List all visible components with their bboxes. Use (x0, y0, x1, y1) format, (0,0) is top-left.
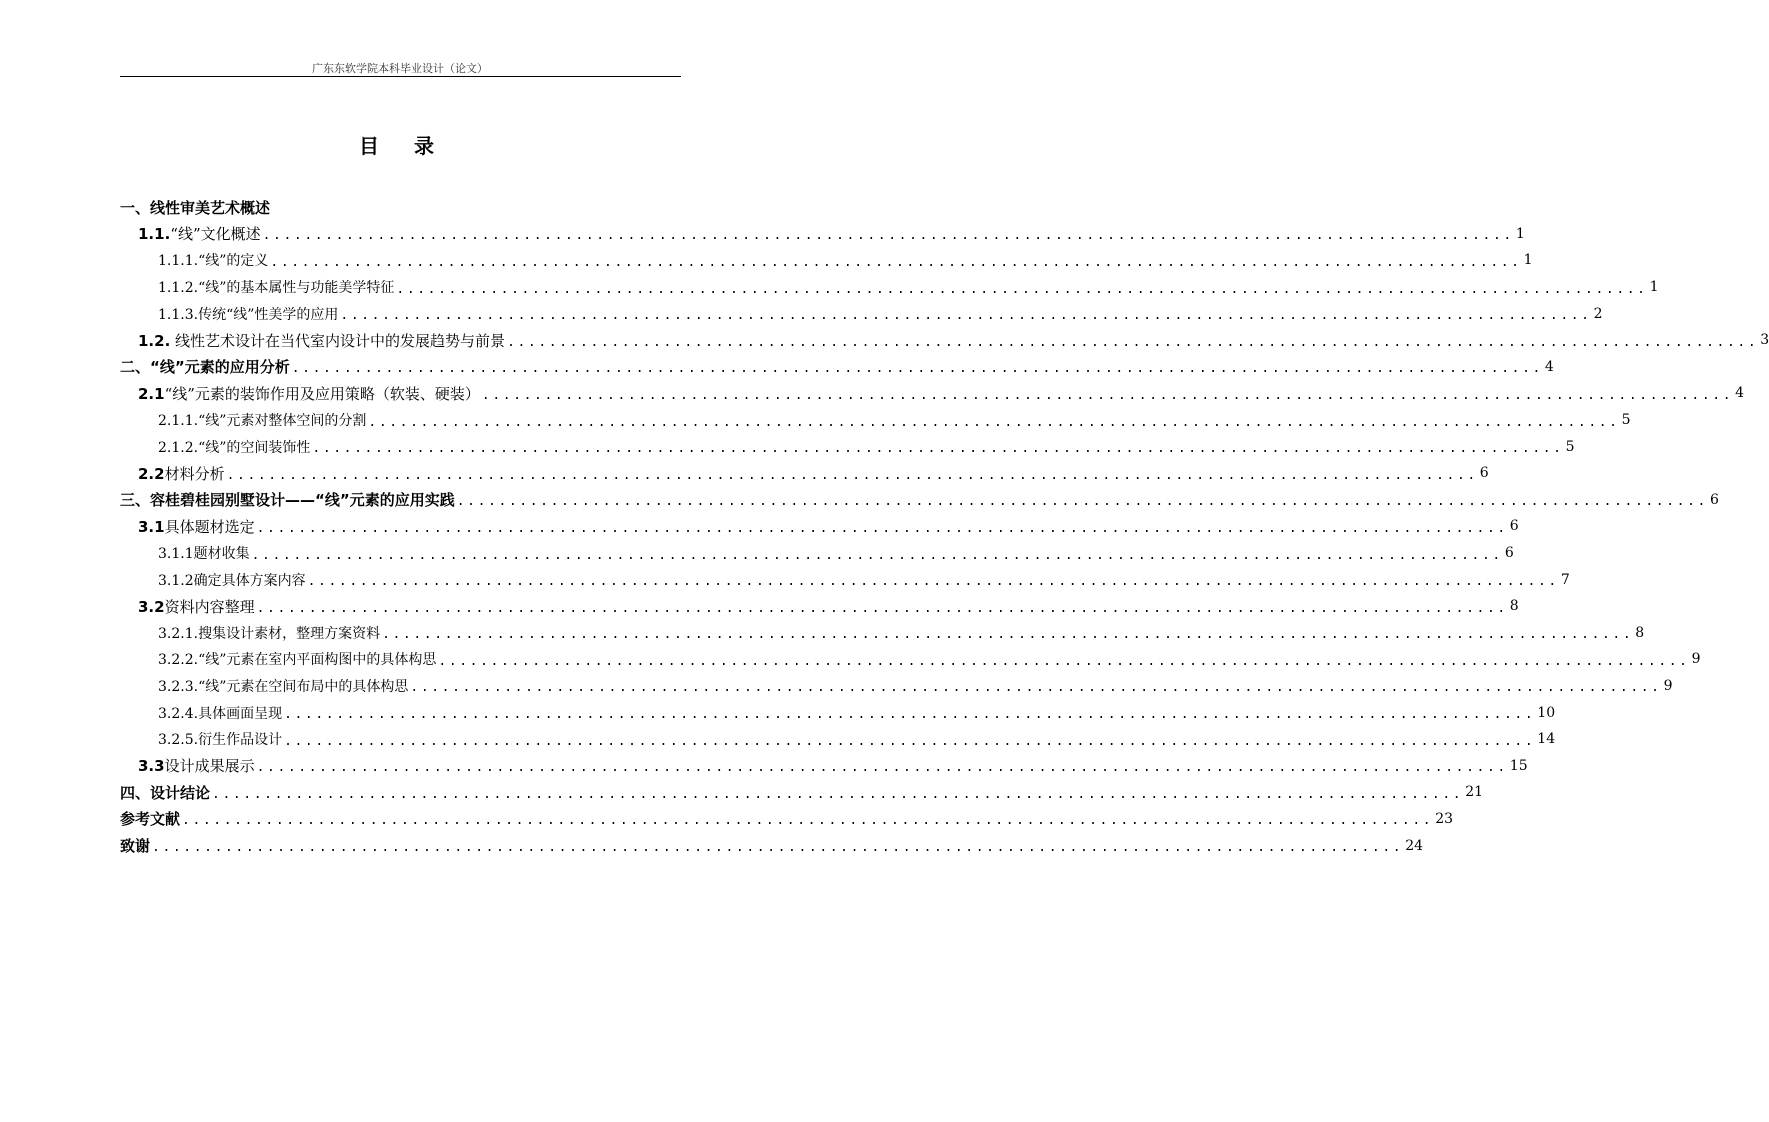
toc-entry-text: 确定具体方案内容 (193, 572, 306, 589)
toc-entry-page: 1 (1523, 252, 1533, 269)
toc-entry[interactable] (120, 407, 1631, 434)
toc-entry-label (138, 596, 255, 617)
toc-entry-label (120, 489, 455, 510)
toc-entry-text: 四、设计结论 (120, 783, 211, 802)
toc-entry-label (158, 649, 436, 669)
table-of-contents (120, 194, 1769, 859)
toc-entry-label (138, 383, 480, 404)
toc-entry-text: 题材收集 (193, 546, 250, 563)
toc-entry-page: 21 (1465, 784, 1484, 801)
toc-entry-text: “线”元素在室内平面构图中的具体构思 (198, 652, 437, 669)
toc-entry-label (158, 543, 250, 563)
toc-entry-text: 参考文献 (120, 810, 181, 829)
toc-entry-page: 10 (1537, 704, 1556, 721)
toc-entry[interactable] (120, 354, 1554, 381)
toc-entry[interactable] (120, 566, 1570, 593)
toc-entry[interactable] (120, 540, 1514, 567)
dot-leader: ........................................................................................................................ (256, 600, 1508, 616)
toc-entry-page: 1 (1515, 225, 1525, 242)
toc-entry-text: 具体题材选定 (164, 517, 255, 536)
dot-leader: ........................................................................................................................ (507, 334, 1759, 350)
toc-entry-number: 3.3 (138, 757, 165, 776)
toc-entry-label (120, 356, 290, 377)
toc-entry-text: 传统“线”性美学的应用 (198, 306, 339, 323)
toc-entry-label (138, 330, 505, 351)
dot-leader: ........................................................................................................................ (284, 707, 1536, 723)
toc-entry[interactable] (120, 832, 1424, 859)
toc-entry-page: 6 (1509, 518, 1519, 535)
toc-entry[interactable] (120, 646, 1701, 673)
toc-entry-page: 9 (1691, 651, 1701, 668)
dot-leader: ........................................................................................................................ (284, 733, 1536, 749)
toc-entry-label (158, 437, 310, 457)
toc-entry-text: 设计成果展示 (164, 757, 255, 776)
toc-title: 目 录 (359, 134, 448, 158)
dot-leader: ........................................................................................................................ (251, 547, 1503, 563)
toc-entry-page: 6 (1504, 545, 1514, 562)
toc-entry-label (158, 277, 394, 297)
dot-leader: ........................................................................................................................ (262, 228, 1514, 244)
toc-entry-text: “线”的空间装饰性 (198, 439, 311, 456)
dot-leader: ........................................................................................................................ (291, 361, 1543, 377)
toc-entry-page: 8 (1635, 624, 1645, 641)
toc-entry-label (120, 835, 150, 856)
toc-entry[interactable] (120, 513, 1519, 540)
dot-leader: ........................................................................................................................ (152, 840, 1404, 856)
toc-entry-text: “线”的基本属性与功能美学特征 (198, 280, 395, 297)
toc-entry-number: 3.2.3. (158, 678, 199, 695)
toc-entry-number: 1.1.1. (158, 253, 199, 270)
toc-entry-page: 14 (1537, 731, 1556, 748)
toc-entry-number: 1.1.2. (158, 280, 199, 297)
dot-leader: ........................................................................................................................ (312, 441, 1564, 457)
toc-entry-text: 材料分析 (164, 464, 225, 483)
toc-entry-label (138, 463, 225, 484)
toc-entry-text: 搜集设计素材，整理方案资料 (198, 625, 381, 642)
toc-entry-number: 3.1.1 (158, 546, 194, 563)
toc-entry-page: 5 (1565, 438, 1575, 455)
toc-entry-label (158, 250, 268, 270)
toc-entry-page: 2 (1593, 305, 1603, 322)
toc-entry-label (138, 755, 255, 776)
toc-entry-number: 3.2 (138, 597, 165, 616)
toc-entry-number: 3.2.2. (158, 652, 199, 669)
dot-leader: ........................................................................................................................ (382, 627, 1634, 643)
toc-entry-number: 2.1.2. (158, 439, 199, 456)
dot-leader: ........................................................................................................................ (270, 254, 1522, 270)
toc-entry-page: 5 (1621, 412, 1631, 429)
dot-leader: ........................................................................................................................ (182, 813, 1434, 829)
toc-entry[interactable] (120, 699, 1556, 726)
header-rule (120, 76, 681, 77)
toc-entry-number: 3.1.2 (158, 572, 194, 589)
toc-entry-page: 7 (1560, 571, 1570, 588)
toc-entry[interactable] (120, 726, 1556, 753)
toc-entry-page: 1 (1649, 279, 1659, 296)
dot-leader: ........................................................................................................................ (212, 786, 1464, 802)
toc-entry[interactable] (120, 221, 1525, 248)
toc-entry-label (158, 304, 338, 324)
toc-entry-number: 1.2. (138, 331, 171, 350)
toc-entry-text: “线”文化概述 (170, 225, 261, 244)
toc-entry[interactable] (120, 620, 1645, 647)
dot-leader: ........................................................................................................................ (368, 414, 1620, 430)
toc-entry-text: 资料内容整理 (164, 597, 255, 616)
toc-entry-number: 2.1.1. (158, 413, 199, 430)
toc-entry-text: “线”元素的装饰作用及应用策略（软装、硬装） (164, 384, 480, 403)
toc-entry-page: 8 (1509, 598, 1519, 615)
toc-entry-page: 4 (1735, 385, 1745, 402)
toc-entry[interactable] (120, 752, 1528, 779)
toc-entry-label (158, 703, 282, 723)
toc-entry-number: 3.1 (138, 517, 165, 536)
toc-entry-label (158, 676, 408, 696)
toc-entry-label (138, 516, 255, 537)
toc-entry-label (158, 623, 380, 643)
toc-entry[interactable] (120, 487, 1719, 514)
toc-entry-text: 具体画面呈现 (198, 705, 283, 722)
toc-entry-page: 15 (1509, 757, 1528, 774)
toc-entry-number: 1.1. (138, 225, 171, 244)
toc-entry-label (120, 782, 210, 803)
dot-leader: ........................................................................................................................ (481, 387, 1734, 403)
toc-entry-text: 致谢 (120, 837, 151, 856)
toc-entry-number: 3.2.1. (158, 625, 199, 642)
toc-entry[interactable] (120, 460, 1489, 487)
toc-entry-text: “线”元素对整体空间的分割 (198, 413, 367, 430)
toc-entry-number: 2.2 (138, 464, 165, 483)
toc-entry-page: 24 (1405, 837, 1424, 854)
toc-entry-label (120, 197, 270, 218)
toc-entry-text: “线”的定义 (198, 253, 269, 270)
toc-entry-page: 9 (1663, 677, 1673, 694)
dot-leader: ........................................................................................................................ (396, 281, 1648, 297)
toc-entry-number: 3.2.5. (158, 732, 199, 749)
toc-entry[interactable] (120, 327, 1769, 354)
toc-entry-label (158, 729, 282, 749)
toc-entry-number: 1.1.3. (158, 306, 199, 323)
dot-leader: ........................................................................................................................ (226, 467, 1478, 483)
toc-entry[interactable] (120, 300, 1603, 327)
toc-entry-page: 3 (1760, 332, 1769, 349)
toc-entry-text: 三、容桂碧桂园别墅设计——“线”元素的应用实践 (120, 491, 455, 510)
toc-entry[interactable] (120, 247, 1533, 274)
toc-entry-label (158, 570, 306, 590)
toc-entry-text: 衍生作品设计 (198, 732, 283, 749)
toc-entry-text: “线”元素在空间布局中的具体构思 (198, 678, 409, 695)
page-header: 广东东软学院本科毕业设计（论文） (312, 62, 488, 75)
toc-entry-text: 一、线性审美艺术概述 (120, 198, 271, 217)
dot-leader: ........................................................................................................................ (456, 494, 1708, 510)
dot-leader: ........................................................................................................................ (410, 680, 1662, 696)
toc-entry-label (120, 808, 180, 829)
dot-leader: ........................................................................................................................ (307, 574, 1559, 590)
toc-entry-page: 6 (1479, 465, 1489, 482)
toc-entry-page: 4 (1544, 358, 1554, 375)
toc-entry-text: 二、“线”元素的应用分析 (120, 358, 290, 377)
toc-entry-page: 6 (1709, 491, 1719, 508)
toc-entry[interactable] (120, 779, 1484, 806)
toc-entry[interactable] (120, 593, 1519, 620)
toc-entry-label (158, 410, 366, 430)
dot-leader: ........................................................................................................................ (256, 760, 1508, 776)
toc-entry-label (138, 223, 261, 244)
toc-entry[interactable] (120, 274, 1659, 301)
dot-leader: ........................................................................................................................ (340, 308, 1592, 324)
toc-entry[interactable] (120, 806, 1454, 833)
toc-entry-text: 线性艺术设计在当代室内设计中的发展趋势与前景 (170, 331, 506, 350)
toc-entry[interactable] (120, 380, 1745, 407)
toc-entry[interactable] (120, 194, 681, 221)
dot-leader: ........................................................................................................................ (256, 520, 1508, 536)
toc-entry-number: 3.2.4. (158, 705, 199, 722)
dot-leader: ........................................................................................................................ (438, 653, 1690, 669)
toc-entry-page: 23 (1435, 810, 1454, 827)
toc-entry[interactable] (120, 433, 1575, 460)
toc-entry-number: 2.1 (138, 384, 165, 403)
toc-entry[interactable] (120, 673, 1673, 700)
